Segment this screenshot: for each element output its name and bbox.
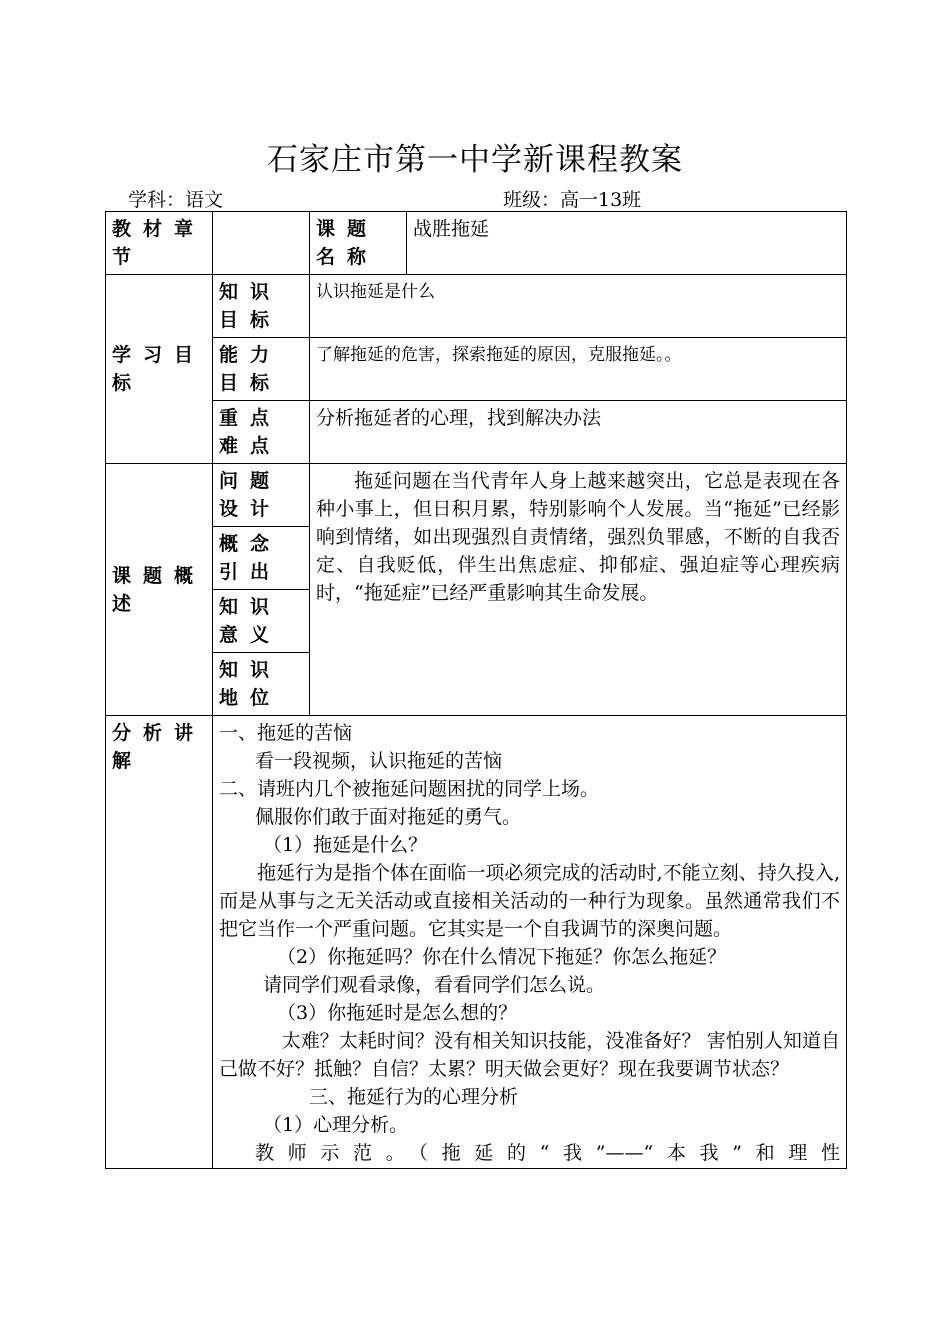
analysis-heading-1: 一、拖延的苦恼 xyxy=(219,722,353,744)
analysis-row xyxy=(106,716,847,1169)
analysis-paragraph: 太难？太耗时间？没有相关知识技能，没准备好？ 害怕别人知道自己做不好？抵触？自信？太累？明天做会更好？现在我要调节状态？ xyxy=(219,1030,840,1080)
lesson-plan-table xyxy=(105,211,847,1169)
key-points-row xyxy=(106,401,847,464)
topic-value: 战胜拖延 xyxy=(407,212,847,275)
knowledge-goal-value: 认识拖延是什么 xyxy=(310,275,847,338)
knowledge-meaning-label: 知识意义 xyxy=(213,590,310,653)
analysis-label: 分析讲解 xyxy=(106,716,213,1169)
knowledge-goal-row xyxy=(106,275,847,338)
analysis-paragraph: 拖延行为是指个体在面临一项必须完成的活动时,不能立刻、持久投入,而是从事与之无关活动或直接相关活动的一种行为现象。虽然通常我们不把它当作一个严重问题。它其实是一个自我调节的深奥问题。 xyxy=(219,862,840,940)
ability-goal-label: 能力目标 xyxy=(213,338,310,401)
learning-goals-label: 学习目标 xyxy=(106,275,213,464)
analysis-line: 佩服你们敢于面对拖延的勇气。 xyxy=(255,806,522,828)
topic-label: 课题名称 xyxy=(310,212,407,275)
analysis-question-1: （1）拖延是什么？ xyxy=(263,834,428,856)
overview-row xyxy=(106,464,847,527)
ability-goal-row xyxy=(106,338,847,401)
analysis-heading-2: 二、请班内几个被拖延问题困扰的同学上场。 xyxy=(219,778,600,800)
document-title: 石家庄市第一中学新课程教案 xyxy=(267,142,683,178)
analysis-line: 请同学们观看录像，看看同学们怎么说。 xyxy=(263,974,606,996)
key-points-label: 重点难点 xyxy=(213,401,310,464)
subject-label: 学科：语文 xyxy=(128,189,224,211)
chapter-value xyxy=(213,212,310,275)
knowledge-goal-label: 知识目标 xyxy=(213,275,310,338)
analysis-line: 教师示范。（拖延的“我”——“本我”和理性 xyxy=(255,1142,840,1164)
analysis-line: 看一段视频，认识拖延的苦恼 xyxy=(255,750,503,772)
ability-goal-value: 了解拖延的危害，探索拖延的原因，克服拖延。。 xyxy=(310,338,847,401)
analysis-question-2: （2）你拖延吗？你在什么情况下拖延？你怎么拖延？ xyxy=(277,946,727,968)
question-design-label: 问题设计 xyxy=(213,464,310,527)
overview-text: 拖延问题在当代青年人身上越来越突出，它总是表现在各种小事上，但日积月累，特别影响个人发展。当“拖延”已经影响到情绪，如出现强烈自责情绪，强烈负罪感，不断的自我否定、自我贬低，伴生出焦虑症、抑郁症、强迫症等心理疾病时，“拖延症”已经严重影响其生命发展。 xyxy=(310,464,847,716)
chapter-label: 教材章节 xyxy=(106,212,213,275)
analysis-content xyxy=(213,716,847,1169)
concept-intro-label: 概念引出 xyxy=(213,527,310,590)
key-points-value: 分析拖延者的心理，找到解决办法 xyxy=(310,401,847,464)
class-label: 班级：高一13班 xyxy=(503,189,642,211)
analysis-heading-3: 三、拖延行为的心理分析 xyxy=(309,1086,519,1108)
overview-label: 课题概述 xyxy=(106,464,213,716)
analysis-subheading: （1）心理分析。 xyxy=(263,1114,409,1136)
knowledge-position-label: 知识地位 xyxy=(213,653,310,716)
chapter-row xyxy=(106,212,847,275)
analysis-question-3: （3）你拖延时是怎么想的？ xyxy=(277,1002,518,1024)
